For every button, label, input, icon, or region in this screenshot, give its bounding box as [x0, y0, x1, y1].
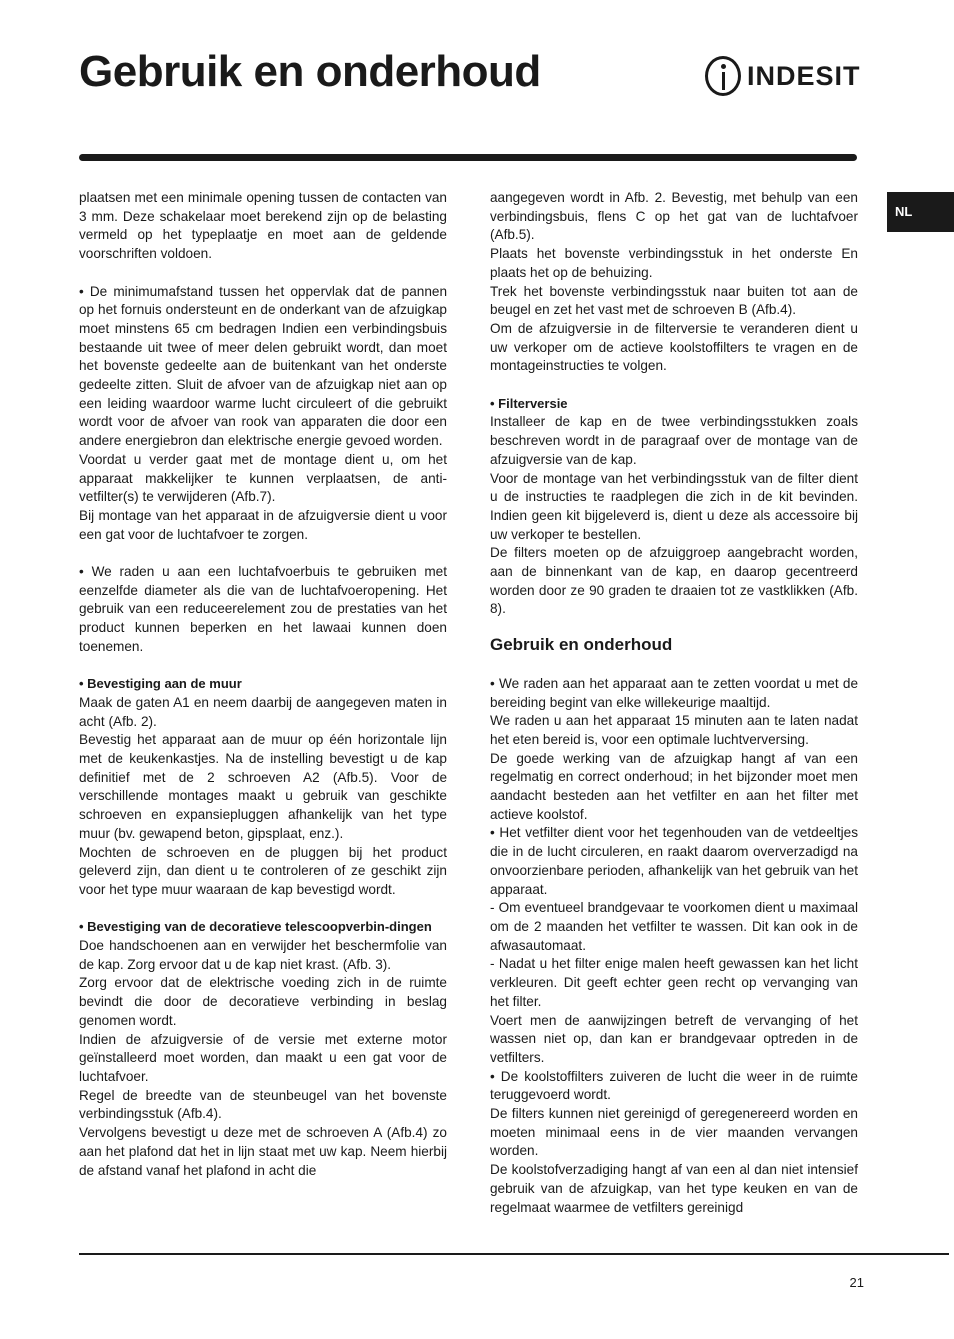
paragraph: • Het vetfilter dient voor het tegenhouden van de vetdeeltjes die in de lucht circuleren, en raakt daarom oververzadigd na onvoorzienbare perioden, afhankelijk van het gebruik van het apparaat.: [490, 825, 858, 897]
paragraph: - Nadat u het filter enige malen heeft gewassen kan het licht verkleuren. Dit geeft echter geen recht op vervanging van het filter.: [490, 956, 858, 1009]
paragraph: Installeer de kap en de twee verbindingsstukken zoals beschreven wordt in de paragraaf over de montage van de afzuigversie van de kap.: [490, 414, 858, 467]
paragraph: Regel de breedte van de steunbeugel van het bovenste verbindingsstuk (Afb.4).: [79, 1087, 447, 1122]
paragraph: • We raden aan het apparaat aan te zetten voordat u met de bereiding begint van elke willekeurige maaltijd.: [490, 675, 858, 710]
paragraph: Bij montage van het apparaat in de afzuigversie dient u voor een gat voor de luchtafvoer te zorgen.: [79, 507, 447, 542]
paragraph: Doe handschoenen aan en verwijder het beschermfolie van de kap. Zorg ervoor dat u de kap niet krast. (Afb. 3).: [79, 938, 447, 972]
paragraph: Voert men de aanwijzingen betreft de vervanging of het wassen niet op, dan kan er brandgevaar optreden in de vetfilters.: [490, 1012, 858, 1065]
paragraph: Plaats het bovenste verbindingsstuk in het onderste En plaats het op de behuizing.: [490, 246, 858, 280]
left-column: [79, 189, 447, 1180]
paragraph: Trek het bovenste verbindingsstuk naar buiten tot aan de beugel en zet het vast met de schroeven B (Afb.4).: [490, 283, 858, 318]
paragraph: • De koolstoffilters zuiveren de lucht die weer in de ruimte teruggevoerd wordt.: [490, 1068, 858, 1103]
paragraph: De filters moeten op de afzuiggroep aangebracht worden, aan de binnenkant van de kap, en daarop gecentreerd worden door ze 90 graden te draaien tot ze vastklikken (Afb. 8).: [490, 545, 858, 617]
paragraph: Om de afzuigversie in de filterversie te veranderen dient u uw verkoper om de actieve koolstoffilters te vragen en de montageinstructies te volgen.: [490, 320, 858, 374]
section-heading: Gebruik en onderhoud: [490, 635, 673, 655]
paragraph-gap: [490, 619, 858, 628]
paragraph-gap: [79, 264, 447, 283]
paragraph: We raden u aan het apparaat 15 minuten aan te laten nadat het eten bereid is, voor een optimale luchtverversing.: [490, 713, 858, 747]
paragraph: De goede werking van de afzuigkap hangt af van een regelmatig en correct onderhoud; in het bijzonder moet men aandacht besteden aan het vetfilter en aan het filter met actieve koolstof.: [490, 750, 858, 822]
paragraph: Zorg ervoor dat de elektrische voeding zich in de ruimte bevindt die door de decoratieve verbinding in beslag genomen wordt.: [79, 975, 447, 1028]
brand-name: INDESIT: [747, 61, 861, 91]
subheading: • Filterversie: [490, 395, 568, 411]
paragraph: • De minimumafstand tussen het oppervlak dat de pannen op het fornuis ondersteunt en de onderkant van de afzuigkap moet minstens 65 cm bedragen Indien een verbindingsbuis bestaande uit twee of meer delen gebruikt wordt, dan moet het bovenste gedeelte aan de buitenkant van het onderste gedeelte zitten. Sluit de afvoer van de afzuigkap niet aan op een leiding waardoor warme lucht circuleert of die gebruikt wordt voor de afvoer van rook van apparaten die door een andere energiebron dan elektrische energie gevoed worden.: [79, 283, 447, 449]
paragraph-gap: [79, 657, 447, 676]
paragraph: De koolstofverzadiging hangt af van een al dan niet intensief gebruik van de afzuigkap, van het type keuken en van de regelmaat waarmee de vetfilters gereinigd: [490, 1162, 858, 1215]
page-number: 21: [849, 1275, 864, 1290]
paragraph: Vervolgens bevestigt u deze met de schroeven A (Afb.4) zo aan het plafond dat het in lijn staat met uw kap. Neem hierbij de afstand vanaf het plafond in acht die: [79, 1125, 447, 1178]
paragraph: Voordat u verder gaat met de montage dient u, om het apparaat makkelijker te kunnen verplaatsen, de anti-vetfilter(s) te verwijderen (Afb.7).: [79, 451, 447, 505]
header-divider: [79, 154, 857, 161]
paragraph: aangegeven wordt in Afb. 2. Bevestig, met behulp van een verbindingsbuis, flens C op het gat van de luchtafvoer (Afb.5).: [490, 190, 858, 243]
paragraph: Indien de afzuigversie of de versie met externe motor geïnstalleerd moet worden, dan maakt u een gat voor de luchtafvoer.: [79, 1031, 447, 1084]
paragraph: Bevestig het apparaat aan de muur op één horizontale lijn met de keukenkastjes. Na de instelling bevestigt u de kap definitief met de 2 schroeven A2 (Afb.5). Voor de verschillende montages maakt u gebruik van geschikte schroeven en expansiepluggen afhankelijk van het type muur (bv. gewapend beton, gipsplaat, enz.).: [79, 732, 447, 841]
language-tab: NL: [887, 192, 954, 232]
paragraph: De filters kunnen niet gereinigd of geregenereerd worden en moeten minimaal eens in de vier maanden vervangen worden.: [490, 1106, 858, 1159]
paragraph: • We raden u aan een luchtafvoerbuis te gebruiken met eenzelfde diameter als die van de luchtafvoeropening. Het gebruik van een reduceerelement zou de prestaties van het product kunnen beperken en het lawaai kunnen doen toenemen.: [79, 564, 447, 654]
paragraph-gap: [490, 656, 858, 675]
paragraph: plaatsen met een minimale opening tussen de contacten van 3 mm. Deze schakelaar moet berekend zijn op de belasting vermeld op het typeplaatje en moet aan de geldende voorschriften voldoen.: [79, 190, 447, 262]
brand-logo: [705, 54, 861, 98]
indesit-logo-icon: [705, 56, 741, 96]
footer-divider: [79, 1253, 949, 1255]
paragraph-gap: [79, 544, 447, 563]
paragraph: Voor de montage van het verbindingsstuk van de filter dient u de instructies te raadplegen die zich in de kit bevinden. Indien geen kit bijgeleverd is, dient u deze als accessoire bij uw verkoper te bestellen.: [490, 470, 858, 542]
subheading: • Bevestiging aan de muur: [79, 676, 242, 692]
paragraph: - Om eventueel brandgevaar te voorkomen dient u maximaal om de 2 maanden het vetfilter te wassen. Dit kan ook in de afwasautomaat.: [490, 900, 858, 953]
subheading: • Bevestiging van de decoratieve telescoopverbin-dingen: [79, 919, 432, 935]
paragraph: Maak de gaten A1 en neem daarbij de aangegeven maten in acht (Afb. 2).: [79, 694, 447, 729]
paragraph-gap: [79, 900, 447, 919]
paragraph: Mochten de schroeven en de pluggen bij het product geleverd zijn, dan dient u te controleren of ze geschikt zijn voor het type muur waaraan de kap bevestigd wordt.: [79, 844, 447, 897]
right-column: [490, 189, 858, 1217]
page-title: Gebruik en onderhoud: [79, 47, 541, 96]
paragraph-gap: [490, 376, 858, 395]
